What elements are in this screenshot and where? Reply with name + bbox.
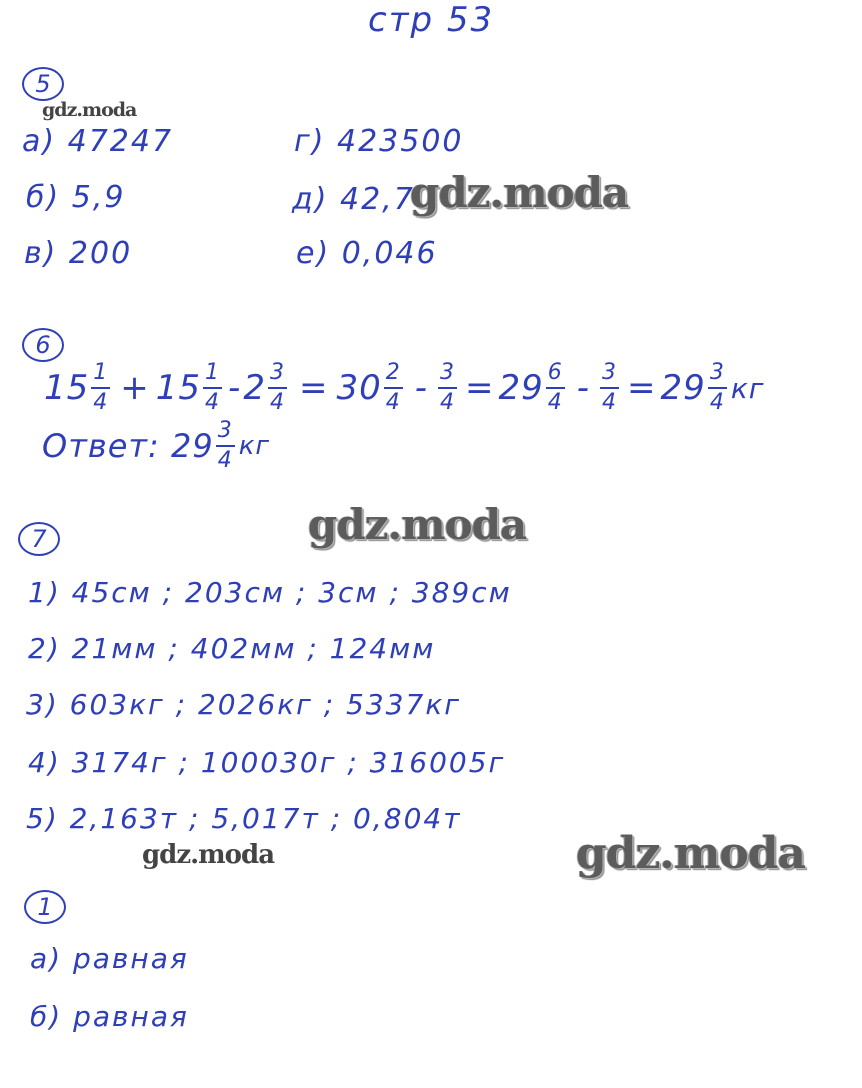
task-7-line-5: 5) 2,163т ; 5,017т ; 0,804т bbox=[26, 802, 462, 835]
eq-operator: - bbox=[414, 368, 428, 408]
eq-fraction: $\frac{6}{4}$ bbox=[547, 360, 563, 415]
eq-unit: кг bbox=[730, 371, 765, 405]
eq-operator: = bbox=[465, 368, 495, 408]
eq-whole: 30 bbox=[336, 368, 382, 408]
eq-fraction: $\frac{3}{4}$ bbox=[602, 360, 618, 415]
task-7-line-2: 2) 21мм ; 402мм ; 124мм bbox=[28, 632, 436, 665]
task-5-number: 5 bbox=[22, 67, 64, 101]
task-7-line-4: 4) 3174г ; 100030г ; 316005г bbox=[28, 746, 506, 779]
watermark: gdz.moda bbox=[410, 168, 629, 217]
eq-operator: - bbox=[576, 368, 591, 408]
watermark: gdz.moda bbox=[42, 99, 137, 121]
eq-operator: + bbox=[120, 368, 150, 408]
watermark: gdz.moda bbox=[308, 500, 527, 549]
task-5-v: в) 200 bbox=[24, 236, 133, 271]
eq-whole: 29 bbox=[498, 368, 544, 408]
page-number: стр 53 bbox=[368, 0, 495, 40]
eq-fraction: $\frac{1}{4}$ bbox=[93, 360, 109, 415]
task-1-a: а) равная bbox=[30, 942, 189, 975]
eq-fraction: $\frac{1}{4}$ bbox=[205, 360, 221, 415]
watermark: gdz.moda bbox=[576, 828, 806, 879]
task-5-d: д) 42,7 bbox=[292, 182, 415, 217]
eq-whole: 29 bbox=[660, 368, 706, 408]
eq-fraction: $\frac{3}{4}$ bbox=[269, 360, 285, 415]
eq-fraction: $\frac{2}{4}$ bbox=[385, 360, 401, 415]
answer-unit: кг bbox=[238, 431, 271, 461]
eq-operator: - bbox=[228, 368, 242, 408]
task-1-b: б) равная bbox=[30, 1000, 189, 1033]
task-7-line-1: 1) 45см ; 203см ; 3см ; 389см bbox=[28, 576, 512, 609]
eq-whole: 15 bbox=[44, 368, 90, 408]
task-6-answer bbox=[42, 420, 270, 472]
task-5-a: а) 47247 bbox=[22, 124, 174, 159]
task-7-number: 7 bbox=[18, 522, 60, 556]
eq-whole: 2 bbox=[243, 368, 266, 408]
task-5-e: е) 0,046 bbox=[296, 236, 438, 271]
task-5-b: б) 5,9 bbox=[26, 180, 126, 215]
task-7-line-3: 3) 603кг ; 2026кг ; 5337кг bbox=[26, 688, 461, 721]
task-6-equation bbox=[44, 362, 764, 414]
task-5-g: г) 423500 bbox=[294, 124, 464, 159]
eq-operator: = bbox=[627, 368, 657, 408]
eq-operator: = bbox=[298, 368, 329, 408]
answer-fraction: $\frac{3}{4}$ bbox=[217, 418, 233, 473]
answer-label: Ответ: 29 bbox=[42, 427, 214, 465]
task-6-number: 6 bbox=[22, 328, 64, 362]
eq-fraction: $\frac{3}{4}$ bbox=[440, 360, 455, 415]
eq-whole: 15 bbox=[155, 368, 202, 408]
eq-fraction: $\frac{3}{4}$ bbox=[709, 360, 725, 415]
task-1-number: 1 bbox=[24, 890, 66, 924]
watermark: gdz.moda bbox=[142, 840, 275, 870]
